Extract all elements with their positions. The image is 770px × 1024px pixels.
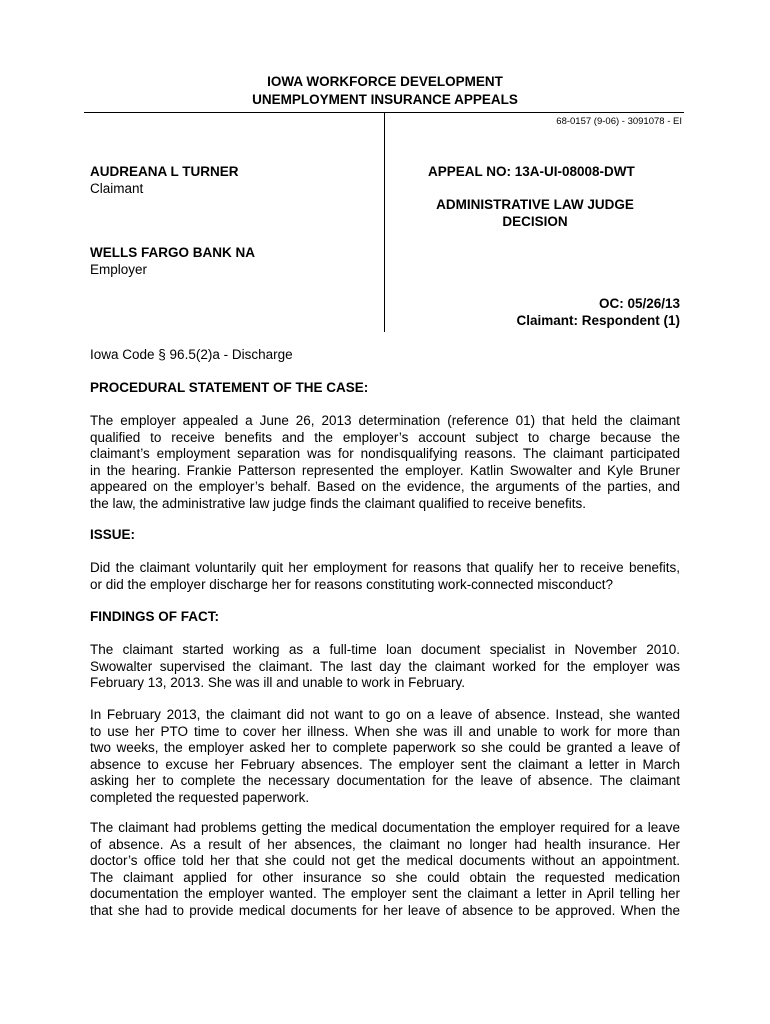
text-line: The claimant started working as a full-time loan document specialist in November 2010. — [90, 642, 680, 657]
form-number: 68-0157 (9-06) - 3091078 - EI — [556, 116, 682, 127]
text-line: absence to excuse her February absences. The employer sent the claimant a letter in March — [90, 756, 680, 772]
text-line: qualified to receive benefits and the employer’s account subject to charge because the — [90, 429, 680, 445]
text-line: asking her to complete the necessary documentation for the leave of absence. The claimant — [90, 773, 680, 788]
text-line: documentation the employer wanted. The employer sent the claimant a letter in April telling her — [90, 886, 680, 901]
procedural-heading: PROCEDURAL STATEMENT OF THE CASE: — [90, 380, 369, 395]
findings-paragraph-3 — [90, 820, 680, 919]
decision-title-line2: DECISION — [502, 213, 568, 229]
findings-paragraph-2 — [90, 707, 680, 806]
text-line: the law, the administrative law judge finds the claimant qualified to receive benefits. — [90, 495, 587, 511]
procedural-paragraph — [90, 413, 680, 512]
text-line: in the hearing. Frankie Patterson represented the employer. Katlin Swowalter and Kyle Bruner — [90, 462, 680, 478]
oc-date: OC: 05/26/13 — [598, 296, 680, 311]
column-divider — [384, 112, 385, 332]
text-line: The claimant applied for other insurance so she could obtain the requested medication — [90, 869, 680, 885]
text-line: that she had to provide medical documents for her leave of absence to be approved. When the — [90, 902, 680, 918]
appeal-number: APPEAL NO: 13A-UI-08008-DWT — [428, 164, 635, 179]
code-reference: Iowa Code § 96.5(2)a - Discharge — [90, 347, 293, 362]
text-line: of absence. As a result of her absences, the claimant no longer had health insurance. Her — [90, 836, 680, 852]
text-line: Swowalter supervised the claimant. The last day the claimant worked for the employer was — [90, 658, 680, 674]
findings-paragraph-1 — [90, 642, 680, 692]
text-line: Did the claimant voluntarily quit her employment for reasons that qualify her to receive benefits, — [90, 560, 680, 575]
text-line: to use her PTO time to cover her illness. When she was ill and unable to work for more than — [90, 723, 680, 739]
claimant-name: AUDREANA L TURNER — [90, 164, 239, 179]
employer-name: WELLS FARGO BANK NA — [90, 245, 255, 260]
text-line: or did the employer discharge her for reasons constituting work-connected misconduct? — [90, 576, 614, 592]
text-line: doctor’s office told her that she could not get the medical documents without an appointment. — [90, 853, 680, 868]
claimant-role: Claimant — [90, 181, 144, 196]
text-line: In February 2013, the claimant did not want to go on a leave of absence. Instead, she wanted — [90, 707, 680, 722]
text-line: The claimant had problems getting the medical documentation the employer required for a leave — [90, 820, 680, 835]
issue-heading: ISSUE: — [90, 527, 136, 542]
employer-role: Employer — [90, 262, 148, 277]
agency-title: IOWA WORKFORCE DEVELOPMENT — [267, 74, 503, 89]
text-line: claimant’s employment separation was for nondisqualifying reasons. The claimant participated — [90, 446, 680, 461]
text-line: two weeks, the employer asked her to complete paperwork so she could be granted a leave of — [90, 740, 680, 755]
findings-heading: FINDINGS OF FACT: — [90, 609, 219, 624]
decision-title-line1: ADMINISTRATIVE LAW JUDGE — [436, 197, 634, 212]
text-line: The employer appealed a June 26, 2013 determination (reference 01) that held the claimant — [90, 413, 680, 428]
agency-subtitle: UNEMPLOYMENT INSURANCE APPEALS — [252, 92, 518, 107]
text-line: February 13, 2013. She was ill and unable to work in February. — [90, 675, 465, 690]
text-line: appeared on the employer’s behalf. Based on the evidence, the arguments of the parties, and — [90, 479, 680, 494]
decision-title — [420, 197, 650, 230]
issue-paragraph — [90, 560, 680, 593]
text-line: completed the requested paperwork. — [90, 789, 310, 805]
claimant-status: Claimant: Respondent (1) — [516, 313, 680, 328]
